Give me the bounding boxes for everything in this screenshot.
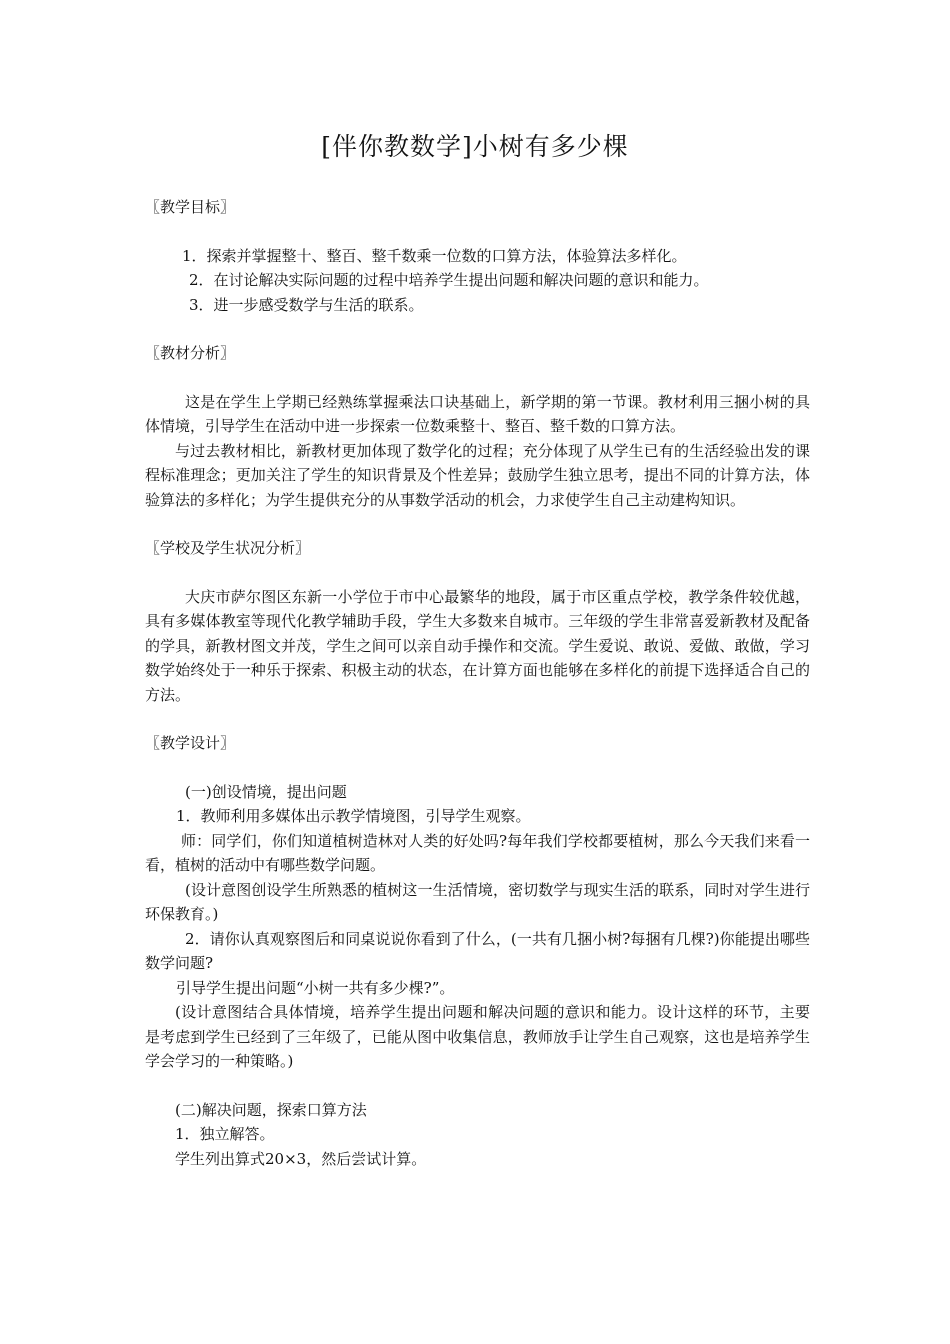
design-part1-line-3: (设计意图创设学生所熟悉的植树这一生活情境，密切数学与现实生活的联系，同时对学生进行环保教育。) (145, 880, 810, 923)
section-heading-goals: 〖教学目标〗 (145, 198, 236, 216)
school-paragraph-1: 大庆市萨尔图区东新一小学位于市中心最繁华的地段，属于市区重点学校，教学条件较优越，具有多媒体教室等现代化教学辅助手段，学生大多数来自城市。三年级的学生非常喜爱新教材及配备的学具，新教材图文并茂，学生之间可以亲自动手操作和交流。学生爱说、敢说、爱做、敢做，学习数学始终处于一种乐于探索、积极主动的状态，在计算方面也能够在多样化的前提下选择适合自己的方法。 (145, 587, 810, 704)
design-part1-line-4: 2．请你认真观察图后和同桌说说你看到了什么，(一共有几捆小树?每捆有几棵?)你能提出哪些数学问题? (145, 929, 810, 972)
goal-item-2: 2．在讨论解决实际问题的过程中培养学生提出问题和解决问题的意识和能力。 (189, 271, 709, 289)
material-paragraph-2: 与过去教材相比，新教材更加体现了数学化的过程；充分体现了从学生已有的生活经验出发的课程标准理念；更加关注了学生的知识背景及个性差异；鼓励学生独立思考，提出不同的计算方法，体验算法的多样化；为学生提供充分的从事数学活动的机会，力求使学生自己主动建构知识。 (145, 441, 810, 509)
document-body (145, 195, 810, 1171)
section-heading-design: 〖教学设计〗 (145, 734, 236, 752)
document-title: [伴你教数学]小树有多少棵 (321, 132, 629, 161)
goal-item-1: 1．探索并掌握整十、整百、整千数乘一位数的口算方法，体验算法多样化。 (182, 246, 687, 265)
section-heading-school: 〖学校及学生状况分析〗 (145, 539, 311, 557)
design-part2-subheading: (二)解决问题，探索口算方法 (175, 1100, 367, 1119)
design-part1-line-2: 师：同学们，你们知道植树造林对人类的好处吗?每年我们学校都要植树，那么今天我们来看一看，植树的活动中有哪些数学问题。 (145, 831, 810, 874)
design-part2-line-2: 学生列出算式20×3，然后尝试计算。 (175, 1149, 427, 1168)
design-part1-line-1: 1．教师利用多媒体出示教学情境图，引导学生观察。 (176, 807, 531, 825)
material-paragraph-1: 这是在学生上学期已经熟练掌握乘法口诀基础上，新学期的第一节课。教材利用三捆小树的具体情境，引导学生在活动中进一步探索一位数乘整十、整百、整千数的口算方法。 (145, 392, 810, 435)
design-part2-line-1: 1．独立解答。 (175, 1125, 275, 1143)
section-heading-material: 〖教材分析〗 (145, 344, 236, 362)
design-part1-line-6: (设计意图结合具体情境，培养学生提出问题和解决问题的意识和能力。设计这样的环节，主要是考虑到学生已经到了三年级了，已能从图中收集信息，教师放手让学生自己观察，这也是培养学生学会学习的一种策略。) (145, 1003, 810, 1070)
design-part1-subheading: (一)创设情境，提出问题 (185, 782, 347, 801)
goal-item-3: 3．进一步感受数学与生活的联系。 (189, 295, 424, 314)
design-part1-line-5: 引导学生提出问题“小树一共有多少棵?”。 (176, 978, 455, 997)
